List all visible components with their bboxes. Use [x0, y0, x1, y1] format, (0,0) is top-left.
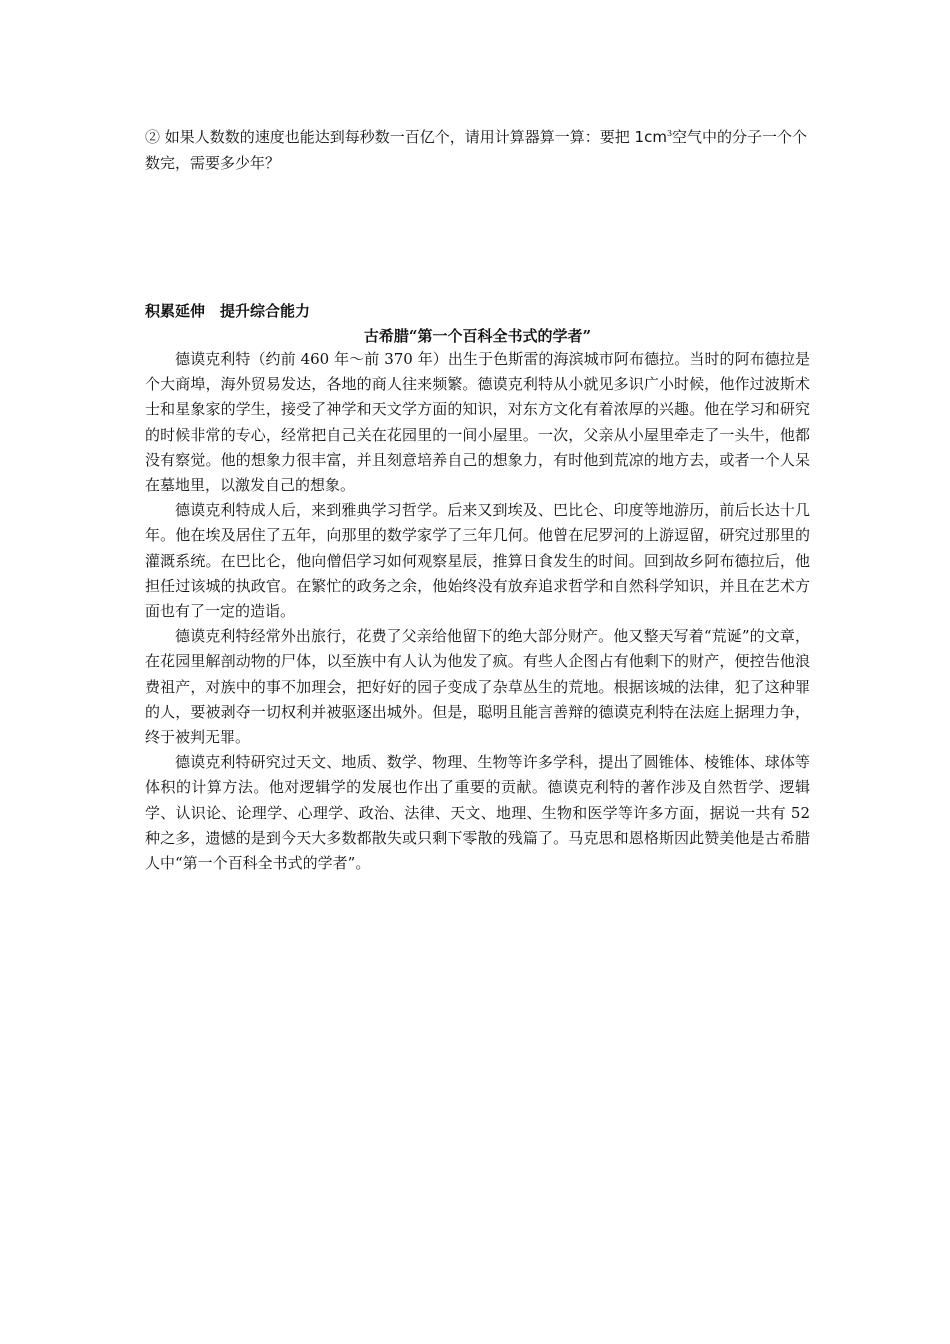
volume-number: 1cm: [634, 128, 667, 146]
article-paragraph: 德谟克利特成人后，来到雅典学习哲学。后来又到埃及、巴比仑、印度等地游历，前后长达十几年。他在埃及居住了五年，向那里的数学家学了三年几何。他曾在尼罗河的上游逗留，研究过那里的灌溉系统。在巴比仑，他向僧侣学习如何观察星辰，推算日食发生的时间。回到故乡阿布德拉后，他担任过该城的执政官。在繁忙的政务之余，他始终没有放弃追求哲学和自然科学知识，并且在艺术方面也有了一定的造诣。: [145, 501, 810, 621]
article-paragraph: 德谟克利特经常外出旅行，花费了父亲给他留下的绝大部分财产。他又整天写着“荒诞”的文章，在花园里解剖动物的尸体，以至族中有人认为他发了疯。有些人企图占有他剩下的财产，便控告他浪费祖产，对族中的事不加理会，把好好的园子变成了杂草丛生的荒地。根据该城的法律，犯了这种罪的人，要被剥夺一切权利并被驱逐出城外。但是，聪明且能言善辩的德谟克利特在法庭上据理力争，终于被判无罪。: [145, 627, 810, 747]
article-title: 古希腊“第一个百科全书式的学者”: [363, 327, 592, 345]
question-2: [145, 124, 810, 176]
article-body: [145, 347, 810, 876]
article-paragraph: 德谟克利特研究过天文、地质、数学、物理、生物等许多学科，提出了圆锥体、棱锥体、球体等体积的计算方法。他对逻辑学的发展也作出了重要的贡献。德谟克利特的著作涉及自然哲学、逻辑学、认识论、论理学、心理学、政治、法律、天文、地理、生物和医学等许多方面，据说一共有 52 种之多，遗憾的是到今天大多数都散失或只剩下零散的残篇了。马克思和恩格斯因此赞美他是古希腊人中“第一个百科全书式的学者”。: [145, 753, 810, 873]
question-text: ② 如果人数数的速度也能达到每秒数一百亿个，请用计算器算一算：要把: [145, 128, 635, 146]
volume-exponent: 3: [666, 129, 673, 138]
section-heading: 积累延伸 提升综合能力: [145, 302, 311, 320]
article-paragraph: 德谟克利特（约前 460 年～前 370 年）出生于色斯雷的海滨城市阿布德拉。当时的阿布德拉是个大商埠，海外贸易发达，各地的商人往来频繁。德谟克利特从小就见多识广小时候，他作过波斯术士和星象家的学生，接受了神学和天文学方面的知识，对东方文化有着浓厚的兴趣。他在学习和研究的时候非常的专心，经常把自己关在花园里的一间小屋里。一次，父亲从小屋里牵走了一头牛，他都没有察觉。他的想象力很丰富，并且刻意培养自己的想象力，有时他到荒凉的地方去，或者一个人呆在墓地里，以激发自己的想象。: [145, 350, 810, 495]
question-text-end: 空气中的分子一个个数完，需要多少年？: [145, 128, 808, 172]
